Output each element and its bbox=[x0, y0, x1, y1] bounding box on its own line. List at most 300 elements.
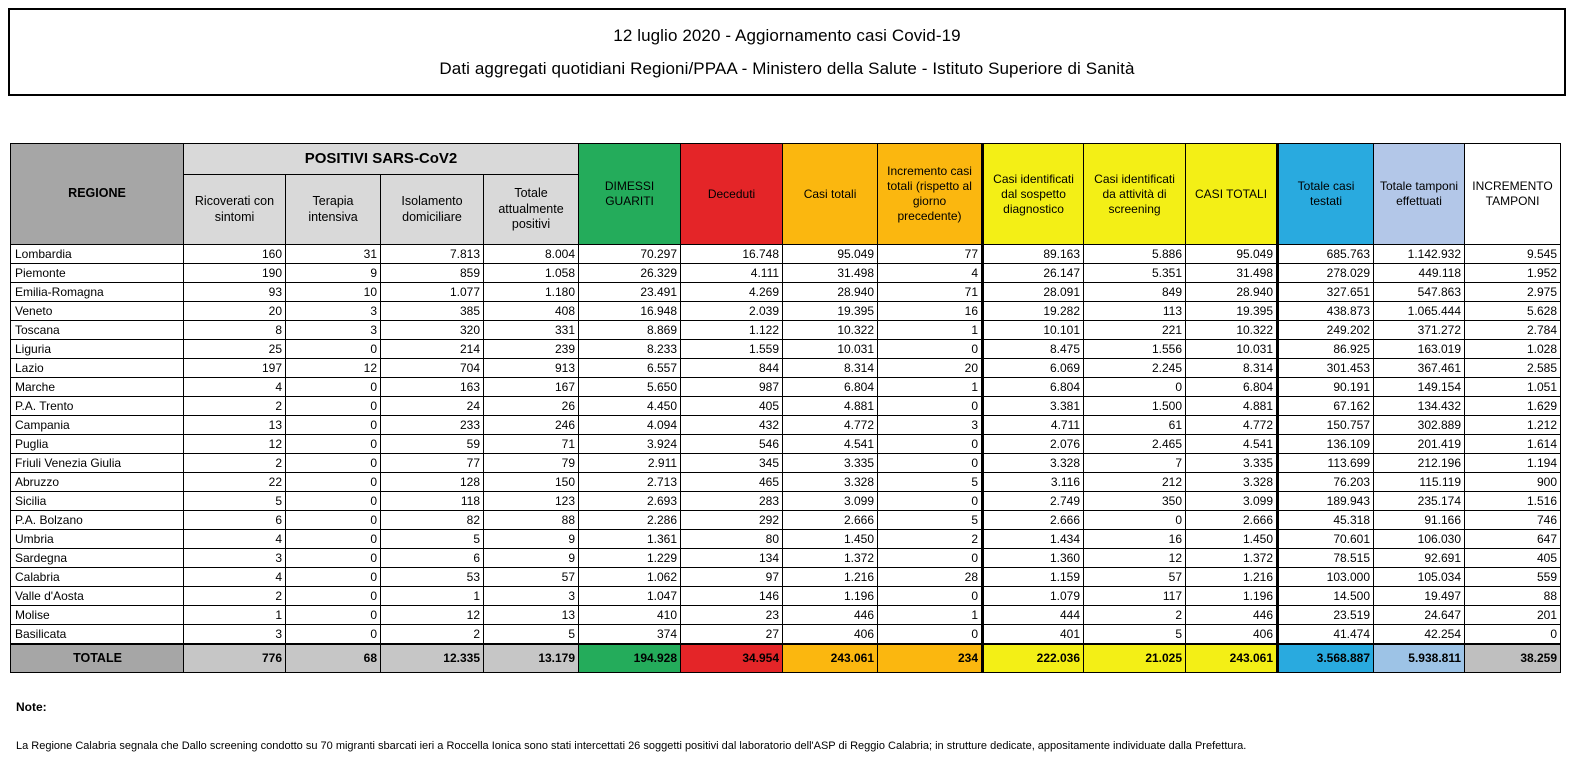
value-cell: 900 bbox=[1465, 473, 1561, 492]
col-header-regione: REGIONE bbox=[11, 144, 184, 245]
value-cell: 2.749 bbox=[983, 492, 1084, 511]
value-cell: 1.500 bbox=[1084, 397, 1186, 416]
value-cell: 2.286 bbox=[579, 511, 681, 530]
value-cell: 235.174 bbox=[1374, 492, 1465, 511]
value-cell: 3.335 bbox=[783, 454, 878, 473]
value-cell: 9 bbox=[484, 549, 579, 568]
value-cell: 2.039 bbox=[681, 302, 783, 321]
value-cell: 0 bbox=[286, 435, 381, 454]
value-cell: 4.772 bbox=[783, 416, 878, 435]
value-cell: 4.111 bbox=[681, 264, 783, 283]
value-cell: 1 bbox=[381, 587, 484, 606]
value-cell: 150.757 bbox=[1278, 416, 1374, 435]
region-name-cell: Liguria bbox=[11, 340, 184, 359]
value-cell: 23.519 bbox=[1278, 606, 1374, 625]
value-cell: 7 bbox=[1084, 454, 1186, 473]
value-cell: 0 bbox=[878, 587, 983, 606]
value-cell: 2.076 bbox=[983, 435, 1084, 454]
value-cell: 27 bbox=[681, 625, 783, 644]
region-name-cell: Lombardia bbox=[11, 245, 184, 264]
value-cell: 13.179 bbox=[484, 644, 579, 673]
value-cell: 3.099 bbox=[783, 492, 878, 511]
value-cell: 1.122 bbox=[681, 321, 783, 340]
value-cell: 16 bbox=[878, 302, 983, 321]
value-cell: 12 bbox=[286, 359, 381, 378]
value-cell: 0 bbox=[286, 378, 381, 397]
value-cell: 5.886 bbox=[1084, 245, 1186, 264]
value-cell: 42.254 bbox=[1374, 625, 1465, 644]
value-cell: 41.474 bbox=[1278, 625, 1374, 644]
value-cell: 0 bbox=[286, 492, 381, 511]
value-cell: 685.763 bbox=[1278, 245, 1374, 264]
value-cell: 4.541 bbox=[1186, 435, 1278, 454]
table-row bbox=[11, 530, 1561, 549]
value-cell: 1.372 bbox=[1186, 549, 1278, 568]
value-cell: 913 bbox=[484, 359, 579, 378]
value-cell: 23 bbox=[681, 606, 783, 625]
value-cell: 201.419 bbox=[1374, 435, 1465, 454]
table-row bbox=[11, 492, 1561, 511]
value-cell: 1.212 bbox=[1465, 416, 1561, 435]
value-cell: 95.049 bbox=[1186, 245, 1278, 264]
value-cell: 4.881 bbox=[783, 397, 878, 416]
value-cell: 408 bbox=[484, 302, 579, 321]
value-cell: 465 bbox=[681, 473, 783, 492]
notes-label: Note: bbox=[16, 700, 47, 714]
value-cell: 28.940 bbox=[1186, 283, 1278, 302]
value-cell: 123 bbox=[484, 492, 579, 511]
value-cell: 71 bbox=[878, 283, 983, 302]
value-cell: 26 bbox=[484, 397, 579, 416]
value-cell: 86.925 bbox=[1278, 340, 1374, 359]
value-cell: 2.666 bbox=[783, 511, 878, 530]
value-cell: 6 bbox=[381, 549, 484, 568]
value-cell: 1.062 bbox=[579, 568, 681, 587]
value-cell: 7.813 bbox=[381, 245, 484, 264]
value-cell: 82 bbox=[381, 511, 484, 530]
value-cell: 2 bbox=[184, 587, 286, 606]
value-cell: 136.109 bbox=[1278, 435, 1374, 454]
value-cell: 385 bbox=[381, 302, 484, 321]
col-header-incremento-casi: Incremento casi totali (rispetto al giorno precedente) bbox=[878, 144, 983, 245]
value-cell: 38.259 bbox=[1465, 644, 1561, 673]
value-cell: 71 bbox=[484, 435, 579, 454]
value-cell: 90.191 bbox=[1278, 378, 1374, 397]
col-header-incremento-tamponi: INCREMENTO TAMPONI bbox=[1465, 144, 1561, 245]
value-cell: 401 bbox=[983, 625, 1084, 644]
table-row bbox=[11, 340, 1561, 359]
region-name-cell: Calabria bbox=[11, 568, 184, 587]
value-cell: 0 bbox=[1084, 511, 1186, 530]
col-header-isolamento-domiciliare: Isolamento domiciliare bbox=[381, 175, 484, 245]
value-cell: 302.889 bbox=[1374, 416, 1465, 435]
value-cell: 2 bbox=[184, 454, 286, 473]
value-cell: 3.099 bbox=[1186, 492, 1278, 511]
value-cell: 2.666 bbox=[983, 511, 1084, 530]
value-cell: 160 bbox=[184, 245, 286, 264]
table-row bbox=[11, 378, 1561, 397]
value-cell: 1.079 bbox=[983, 587, 1084, 606]
value-cell: 1.361 bbox=[579, 530, 681, 549]
value-cell: 444 bbox=[983, 606, 1084, 625]
value-cell: 26.329 bbox=[579, 264, 681, 283]
value-cell: 61 bbox=[1084, 416, 1186, 435]
region-name-cell: Toscana bbox=[11, 321, 184, 340]
total-row bbox=[11, 644, 1561, 673]
table-row bbox=[11, 549, 1561, 568]
value-cell: 449.118 bbox=[1374, 264, 1465, 283]
value-cell: 113.699 bbox=[1278, 454, 1374, 473]
covid-data-table bbox=[10, 143, 1561, 673]
value-cell: 105.034 bbox=[1374, 568, 1465, 587]
value-cell: 3.116 bbox=[983, 473, 1084, 492]
region-name-cell: Friuli Venezia Giulia bbox=[11, 454, 184, 473]
value-cell: 9 bbox=[286, 264, 381, 283]
value-cell: 77 bbox=[878, 245, 983, 264]
value-cell: 367.461 bbox=[1374, 359, 1465, 378]
title-box bbox=[8, 8, 1566, 96]
value-cell: 704 bbox=[381, 359, 484, 378]
value-cell: 53 bbox=[381, 568, 484, 587]
col-header-ricoverati-con-sintomi: Ricoverati con sintomi bbox=[184, 175, 286, 245]
value-cell: 8.314 bbox=[783, 359, 878, 378]
value-cell: 0 bbox=[286, 416, 381, 435]
col-header-totale-attualmente-positivi: Totale attualmente positivi bbox=[484, 175, 579, 245]
value-cell: 1.065.444 bbox=[1374, 302, 1465, 321]
value-cell: 24 bbox=[381, 397, 484, 416]
value-cell: 1.614 bbox=[1465, 435, 1561, 454]
value-cell: 0 bbox=[286, 511, 381, 530]
value-cell: 2.245 bbox=[1084, 359, 1186, 378]
value-cell: 212 bbox=[1084, 473, 1186, 492]
report-date-title: 12 luglio 2020 - Aggiornamento casi Covid-19 bbox=[613, 25, 961, 45]
region-name-cell: Abruzzo bbox=[11, 473, 184, 492]
value-cell: 3.328 bbox=[1186, 473, 1278, 492]
value-cell: 5 bbox=[1084, 625, 1186, 644]
table-row bbox=[11, 321, 1561, 340]
table-row bbox=[11, 435, 1561, 454]
value-cell: 1.360 bbox=[983, 549, 1084, 568]
value-cell: 76.203 bbox=[1278, 473, 1374, 492]
table-row bbox=[11, 302, 1561, 321]
value-cell: 1.194 bbox=[1465, 454, 1561, 473]
table-row bbox=[11, 264, 1561, 283]
value-cell: 189.943 bbox=[1278, 492, 1374, 511]
value-cell: 345 bbox=[681, 454, 783, 473]
value-cell: 1.216 bbox=[1186, 568, 1278, 587]
col-header-casi-sospetto-diagnostico: Casi identificati dal sospetto diagnostico bbox=[983, 144, 1084, 245]
value-cell: 31 bbox=[286, 245, 381, 264]
total-label-cell: TOTALE bbox=[11, 644, 184, 673]
value-cell: 374 bbox=[579, 625, 681, 644]
value-cell: 23.491 bbox=[579, 283, 681, 302]
value-cell: 45.318 bbox=[1278, 511, 1374, 530]
value-cell: 849 bbox=[1084, 283, 1186, 302]
value-cell: 234 bbox=[878, 644, 983, 673]
value-cell: 243.061 bbox=[1186, 644, 1278, 673]
value-cell: 8.475 bbox=[983, 340, 1084, 359]
value-cell: 249.202 bbox=[1278, 321, 1374, 340]
table-row bbox=[11, 587, 1561, 606]
value-cell: 163.019 bbox=[1374, 340, 1465, 359]
value-cell: 3 bbox=[184, 549, 286, 568]
value-cell: 0 bbox=[878, 549, 983, 568]
value-cell: 2.784 bbox=[1465, 321, 1561, 340]
value-cell: 21.025 bbox=[1084, 644, 1186, 673]
value-cell: 4.772 bbox=[1186, 416, 1278, 435]
value-cell: 212.196 bbox=[1374, 454, 1465, 473]
value-cell: 201 bbox=[1465, 606, 1561, 625]
value-cell: 113 bbox=[1084, 302, 1186, 321]
value-cell: 1.229 bbox=[579, 549, 681, 568]
region-name-cell: Molise bbox=[11, 606, 184, 625]
value-cell: 8.314 bbox=[1186, 359, 1278, 378]
value-cell: 2.911 bbox=[579, 454, 681, 473]
value-cell: 5.351 bbox=[1084, 264, 1186, 283]
value-cell: 2 bbox=[878, 530, 983, 549]
value-cell: 16.948 bbox=[579, 302, 681, 321]
value-cell: 88 bbox=[484, 511, 579, 530]
value-cell: 190 bbox=[184, 264, 286, 283]
value-cell: 1 bbox=[184, 606, 286, 625]
value-cell: 67.162 bbox=[1278, 397, 1374, 416]
value-cell: 70.297 bbox=[579, 245, 681, 264]
region-name-cell: Sicilia bbox=[11, 492, 184, 511]
value-cell: 2 bbox=[381, 625, 484, 644]
value-cell: 371.272 bbox=[1374, 321, 1465, 340]
value-cell: 93 bbox=[184, 283, 286, 302]
value-cell: 70.601 bbox=[1278, 530, 1374, 549]
value-cell: 233 bbox=[381, 416, 484, 435]
value-cell: 163 bbox=[381, 378, 484, 397]
value-cell: 146 bbox=[681, 587, 783, 606]
value-cell: 350 bbox=[1084, 492, 1186, 511]
value-cell: 3.381 bbox=[983, 397, 1084, 416]
table-row bbox=[11, 473, 1561, 492]
value-cell: 3 bbox=[184, 625, 286, 644]
value-cell: 8.869 bbox=[579, 321, 681, 340]
value-cell: 6.804 bbox=[1186, 378, 1278, 397]
value-cell: 327.651 bbox=[1278, 283, 1374, 302]
value-cell: 0 bbox=[286, 454, 381, 473]
value-cell: 0 bbox=[1084, 378, 1186, 397]
value-cell: 19.497 bbox=[1374, 587, 1465, 606]
value-cell: 2.713 bbox=[579, 473, 681, 492]
value-cell: 746 bbox=[1465, 511, 1561, 530]
col-header-dimessi-guariti: DIMESSI GUARITI bbox=[579, 144, 681, 245]
table-header bbox=[11, 144, 1561, 245]
value-cell: 91.166 bbox=[1374, 511, 1465, 530]
value-cell: 25 bbox=[184, 340, 286, 359]
value-cell: 20 bbox=[878, 359, 983, 378]
value-cell: 95.049 bbox=[783, 245, 878, 264]
value-cell: 117 bbox=[1084, 587, 1186, 606]
value-cell: 4 bbox=[184, 568, 286, 587]
table-row bbox=[11, 416, 1561, 435]
value-cell: 1 bbox=[878, 321, 983, 340]
value-cell: 12 bbox=[184, 435, 286, 454]
value-cell: 2 bbox=[1084, 606, 1186, 625]
value-cell: 16 bbox=[1084, 530, 1186, 549]
value-cell: 5.628 bbox=[1465, 302, 1561, 321]
value-cell: 0 bbox=[286, 549, 381, 568]
col-group-positivi-sars-cov2: POSITIVI SARS-CoV2 bbox=[184, 144, 579, 175]
value-cell: 31.498 bbox=[783, 264, 878, 283]
value-cell: 12.335 bbox=[381, 644, 484, 673]
value-cell: 410 bbox=[579, 606, 681, 625]
value-cell: 4.269 bbox=[681, 283, 783, 302]
value-cell: 134.432 bbox=[1374, 397, 1465, 416]
value-cell: 3.328 bbox=[983, 454, 1084, 473]
value-cell: 34.954 bbox=[681, 644, 783, 673]
value-cell: 5.650 bbox=[579, 378, 681, 397]
value-cell: 14.500 bbox=[1278, 587, 1374, 606]
value-cell: 8.004 bbox=[484, 245, 579, 264]
value-cell: 77 bbox=[381, 454, 484, 473]
value-cell: 222.036 bbox=[983, 644, 1084, 673]
value-cell: 283 bbox=[681, 492, 783, 511]
value-cell: 8 bbox=[184, 321, 286, 340]
value-cell: 301.453 bbox=[1278, 359, 1374, 378]
value-cell: 1.159 bbox=[983, 568, 1084, 587]
region-name-cell: Valle d'Aosta bbox=[11, 587, 184, 606]
value-cell: 10.101 bbox=[983, 321, 1084, 340]
value-cell: 3.568.887 bbox=[1278, 644, 1374, 673]
value-cell: 10.031 bbox=[783, 340, 878, 359]
value-cell: 134 bbox=[681, 549, 783, 568]
value-cell: 31.498 bbox=[1186, 264, 1278, 283]
value-cell: 6.804 bbox=[983, 378, 1084, 397]
value-cell: 4.450 bbox=[579, 397, 681, 416]
value-cell: 4.541 bbox=[783, 435, 878, 454]
value-cell: 1.051 bbox=[1465, 378, 1561, 397]
value-cell: 405 bbox=[681, 397, 783, 416]
value-cell: 88 bbox=[1465, 587, 1561, 606]
value-cell: 6 bbox=[184, 511, 286, 530]
value-cell: 19.282 bbox=[983, 302, 1084, 321]
value-cell: 4.094 bbox=[579, 416, 681, 435]
value-cell: 1.180 bbox=[484, 283, 579, 302]
value-cell: 10 bbox=[286, 283, 381, 302]
value-cell: 128 bbox=[381, 473, 484, 492]
value-cell: 57 bbox=[484, 568, 579, 587]
value-cell: 0 bbox=[878, 435, 983, 454]
value-cell: 1.372 bbox=[783, 549, 878, 568]
value-cell: 2.465 bbox=[1084, 435, 1186, 454]
value-cell: 149.154 bbox=[1374, 378, 1465, 397]
value-cell: 3.328 bbox=[783, 473, 878, 492]
value-cell: 9 bbox=[484, 530, 579, 549]
value-cell: 5.938.811 bbox=[1374, 644, 1465, 673]
value-cell: 9.545 bbox=[1465, 245, 1561, 264]
table-row bbox=[11, 397, 1561, 416]
value-cell: 118 bbox=[381, 492, 484, 511]
value-cell: 19.395 bbox=[1186, 302, 1278, 321]
value-cell: 1.196 bbox=[783, 587, 878, 606]
report-subtitle: Dati aggregati quotidiani Regioni/PPAA - Ministero della Salute - Istituto Superiore di Sanità bbox=[439, 58, 1135, 78]
value-cell: 20 bbox=[184, 302, 286, 321]
value-cell: 446 bbox=[783, 606, 878, 625]
value-cell: 150 bbox=[484, 473, 579, 492]
value-cell: 405 bbox=[1465, 549, 1561, 568]
value-cell: 1.216 bbox=[783, 568, 878, 587]
value-cell: 221 bbox=[1084, 321, 1186, 340]
value-cell: 115.119 bbox=[1374, 473, 1465, 492]
notes-section bbox=[16, 700, 1566, 752]
table-row bbox=[11, 245, 1561, 264]
value-cell: 1.450 bbox=[1186, 530, 1278, 549]
value-cell: 79 bbox=[484, 454, 579, 473]
value-cell: 547.863 bbox=[1374, 283, 1465, 302]
value-cell: 0 bbox=[286, 587, 381, 606]
value-cell: 19.395 bbox=[783, 302, 878, 321]
table-row bbox=[11, 359, 1561, 378]
value-cell: 5 bbox=[878, 473, 983, 492]
value-cell: 1.196 bbox=[1186, 587, 1278, 606]
value-cell: 0 bbox=[878, 454, 983, 473]
region-name-cell: Emilia-Romagna bbox=[11, 283, 184, 302]
value-cell: 0 bbox=[286, 340, 381, 359]
value-cell: 1.077 bbox=[381, 283, 484, 302]
value-cell: 13 bbox=[184, 416, 286, 435]
region-name-cell: Umbria bbox=[11, 530, 184, 549]
value-cell: 10.322 bbox=[1186, 321, 1278, 340]
value-cell: 1.047 bbox=[579, 587, 681, 606]
value-cell: 0 bbox=[878, 397, 983, 416]
col-header-casi-totali-caps: CASI TOTALI bbox=[1186, 144, 1278, 245]
value-cell: 197 bbox=[184, 359, 286, 378]
col-header-totale-tamponi: Totale tamponi effettuati bbox=[1374, 144, 1465, 245]
value-cell: 4 bbox=[184, 530, 286, 549]
value-cell: 2.975 bbox=[1465, 283, 1561, 302]
value-cell: 5 bbox=[484, 625, 579, 644]
value-cell: 406 bbox=[783, 625, 878, 644]
value-cell: 6.557 bbox=[579, 359, 681, 378]
value-cell: 546 bbox=[681, 435, 783, 454]
value-cell: 24.647 bbox=[1374, 606, 1465, 625]
value-cell: 243.061 bbox=[783, 644, 878, 673]
value-cell: 4 bbox=[878, 264, 983, 283]
value-cell: 1.028 bbox=[1465, 340, 1561, 359]
value-cell: 167 bbox=[484, 378, 579, 397]
value-cell: 28.091 bbox=[983, 283, 1084, 302]
value-cell: 1.450 bbox=[783, 530, 878, 549]
value-cell: 3 bbox=[878, 416, 983, 435]
value-cell: 10.322 bbox=[783, 321, 878, 340]
value-cell: 13 bbox=[484, 606, 579, 625]
value-cell: 331 bbox=[484, 321, 579, 340]
table-row bbox=[11, 606, 1561, 625]
value-cell: 80 bbox=[681, 530, 783, 549]
value-cell: 92.691 bbox=[1374, 549, 1465, 568]
value-cell: 28.940 bbox=[783, 283, 878, 302]
value-cell: 278.029 bbox=[1278, 264, 1374, 283]
value-cell: 0 bbox=[878, 625, 983, 644]
col-header-casi-totali: Casi totali bbox=[783, 144, 878, 245]
value-cell: 292 bbox=[681, 511, 783, 530]
value-cell: 432 bbox=[681, 416, 783, 435]
value-cell: 3 bbox=[286, 321, 381, 340]
value-cell: 3.924 bbox=[579, 435, 681, 454]
value-cell: 6.804 bbox=[783, 378, 878, 397]
value-cell: 22 bbox=[184, 473, 286, 492]
region-name-cell: Campania bbox=[11, 416, 184, 435]
value-cell: 1 bbox=[878, 606, 983, 625]
value-cell: 5 bbox=[878, 511, 983, 530]
col-header-casi-screening: Casi identificati da attività di screening bbox=[1084, 144, 1186, 245]
value-cell: 2.585 bbox=[1465, 359, 1561, 378]
value-cell: 647 bbox=[1465, 530, 1561, 549]
